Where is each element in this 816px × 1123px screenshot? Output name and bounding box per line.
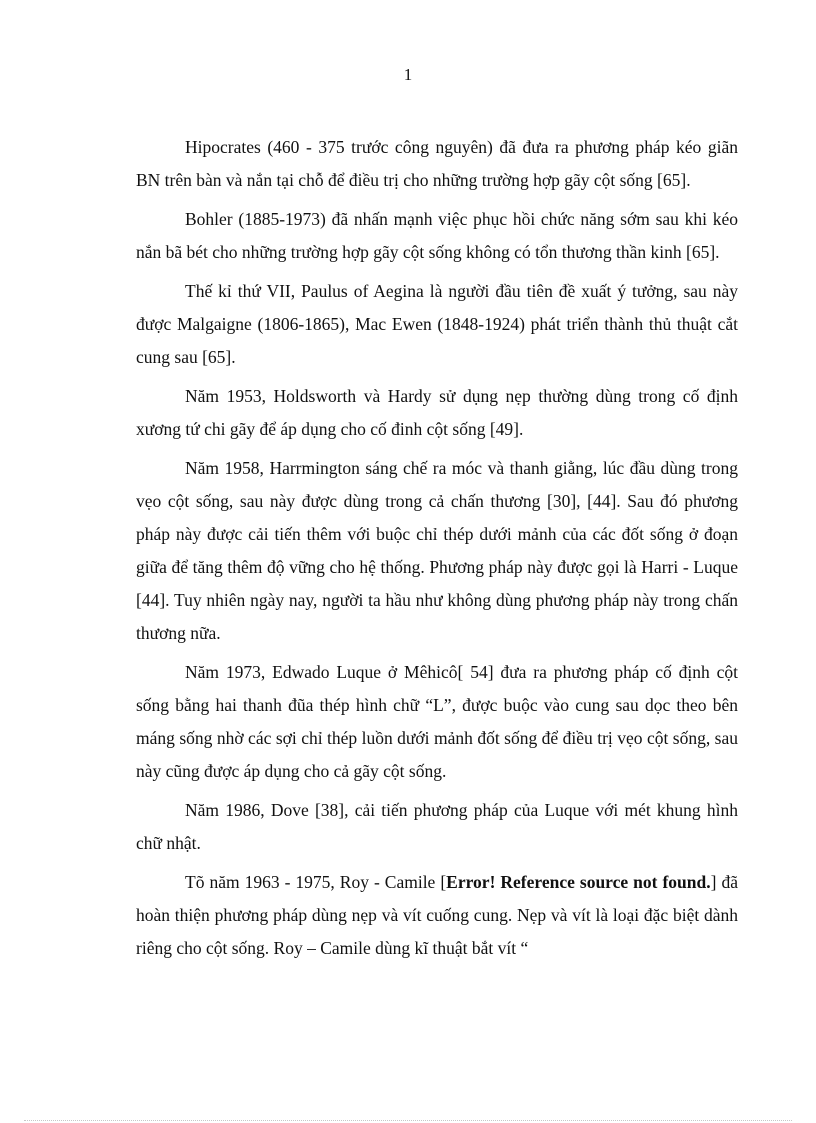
paragraph-hipocrates: Hipocrates (460 - 375 trước công nguyên) đã đưa ra phương pháp kéo giãn BN trên bàn và nắn tại chỗ để điều trị cho những trường hợp gãy cột sống [65]. xyxy=(136,137,738,190)
page-bottom-divider xyxy=(24,1120,792,1121)
paragraph-paulus-of-aegina: Thế kỉ thứ VII, Paulus of Aegina là người đầu tiên đề xuất ý tưởng, sau này được Malgaigne (1806-1865), Mac Ewen (1848-1924) phát triển thành thủ thuật cắt cung sau [65]. xyxy=(136,281,738,367)
document-body xyxy=(136,131,738,971)
paragraph-bohler: Bohler (1885-1973) đã nhấn mạnh việc phục hồi chức năng sớm sau khi kéo nắn bã bét cho những trường hợp gãy cột sống không có tổn thương thần kinh [65]. xyxy=(136,209,738,262)
paragraph-roy-camile xyxy=(136,866,738,965)
paragraph-holdsworth-hardy: Năm 1953, Holdsworth và Hardy sử dụng nẹp thường dùng trong cố định xương tứ chi gãy để áp dụng cho cố đinh cột sống [49]. xyxy=(136,386,738,439)
paragraph-luque: Năm 1973, Edwado Luque ở Mêhicô[ 54] đưa ra phương pháp cố định cột sống bằng hai thanh đũa thép hình chữ “L”, được buộc vào cung sau dọc theo bên máng sống nhờ các sợi chỉ thép luồn dưới mảnh đốt sống để điều trị vẹo cột sống, sau này cũng được áp dụng cho cả gãy cột sống. xyxy=(136,662,738,781)
page-number: 1 xyxy=(403,65,413,84)
paragraph-roy-camile-text-start: Tõ năm 1963 - 1975, Roy - Camile [ xyxy=(185,872,447,892)
paragraph-dove: Năm 1986, Dove [38], cải tiến phương pháp của Luque với mét khung hình chữ nhật. xyxy=(136,800,738,853)
paragraph-roy-camile-text-end: ] đã hoàn thiện phương pháp dùng nẹp và vít cuống cung. Nẹp và vít là loại đặc biệt dành riêng cho cột sống. Roy – Camile dùng kĩ thuật bắt vít “ xyxy=(136,872,738,958)
reference-error-text: Error! Reference source not found. xyxy=(446,872,711,892)
paragraph-harrington: Năm 1958, Harrmington sáng chế ra móc và thanh giằng, lúc đầu dùng trong vẹo cột sống, sau này được dùng trong cả chấn thương [30], [44]. Sau đó phương pháp này được cải tiến thêm với buộc chỉ thép dưới mảnh của các đốt sống ở đoạn giữa để tăng thêm độ vững cho hệ thống. Phương pháp này được gọi là Harri - Luque [44]. Tuy nhiên ngày nay, người ta hầu như không dùng phương pháp này trong chấn thương nữa. xyxy=(136,458,738,643)
